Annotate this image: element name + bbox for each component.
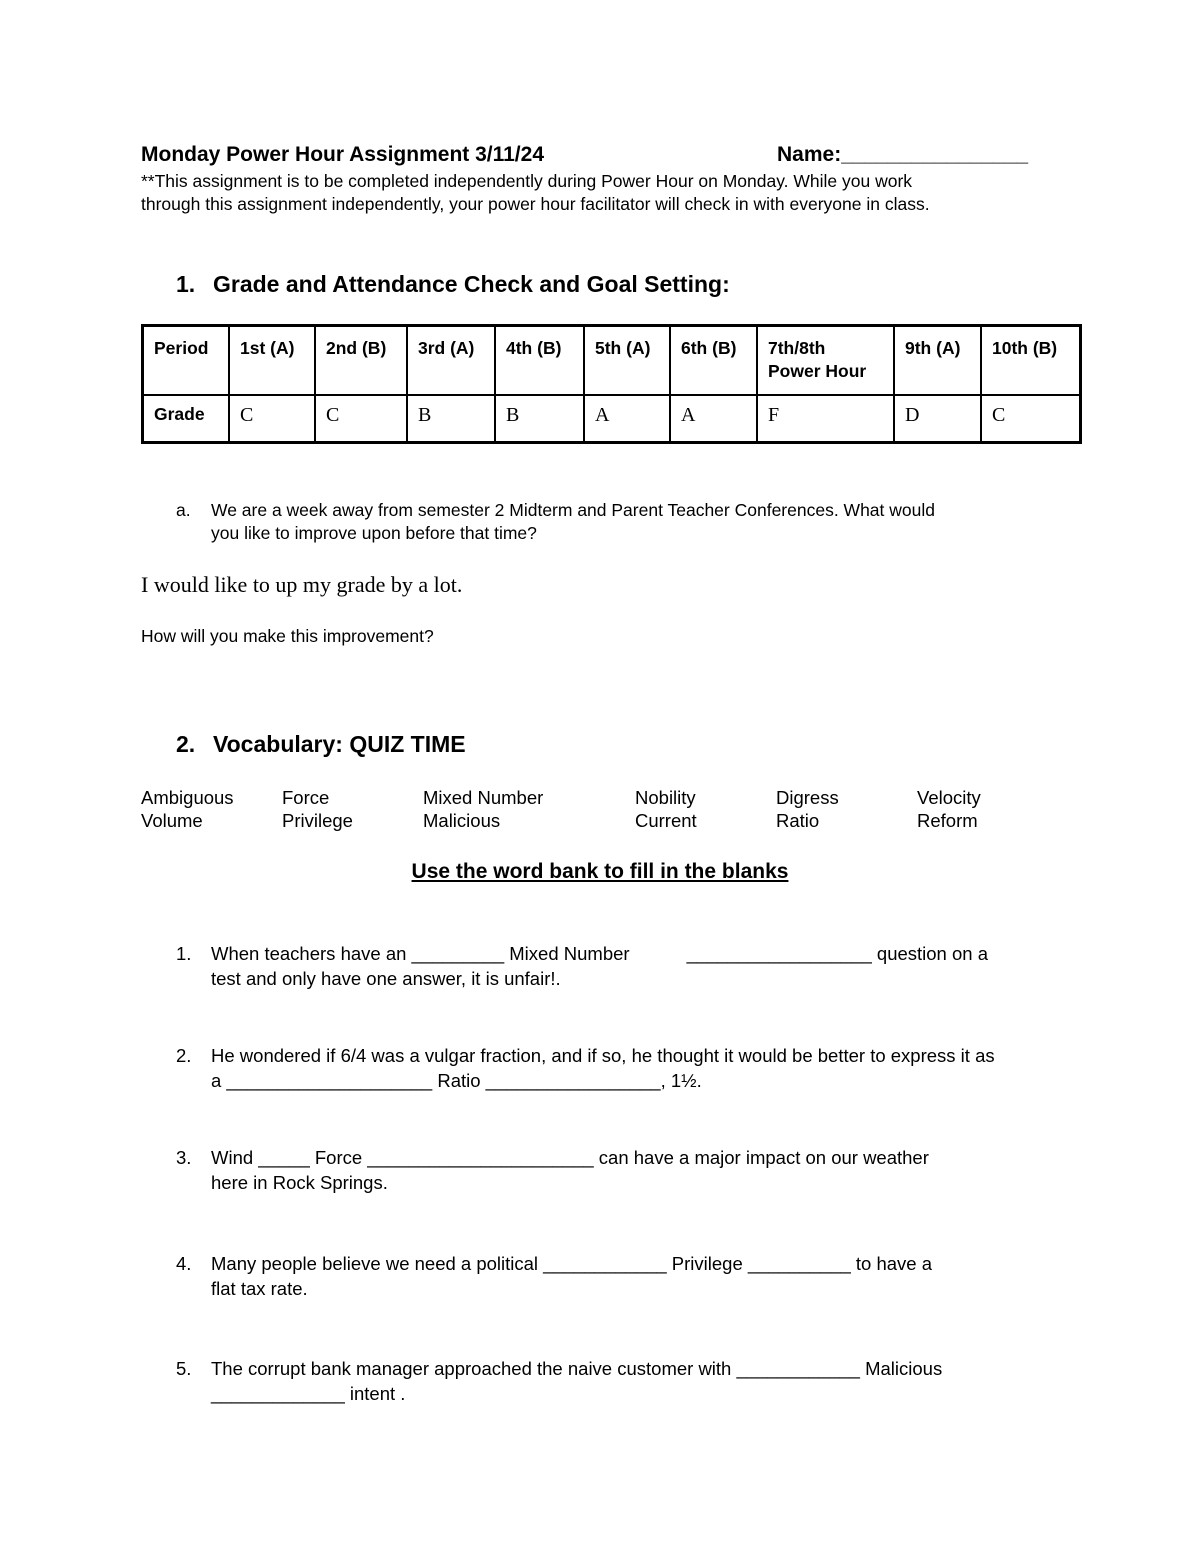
- period-cell: 5th (A): [584, 326, 670, 396]
- quiz-question: [176, 1146, 929, 1195]
- grade-table: [141, 324, 1082, 444]
- question-text: Wind _____ Force ______________________ can have a major impact on our weather: [211, 1147, 929, 1168]
- grade-cell[interactable]: C: [315, 395, 407, 443]
- word-bank-word: Velocity: [917, 787, 981, 808]
- word-bank-column: [917, 787, 981, 832]
- word-bank-column: [776, 787, 839, 832]
- question-a-marker: a.: [176, 500, 191, 520]
- grade-label-cell: Grade: [143, 395, 230, 443]
- question-text: __________________ question on a: [686, 943, 988, 964]
- period-cell: [757, 326, 894, 396]
- question-number: 3.: [176, 1147, 192, 1168]
- question-number: 5.: [176, 1358, 192, 1379]
- word-bank-word: Current: [635, 809, 697, 831]
- intro-text: [141, 170, 930, 215]
- how-question: How will you make this improvement?: [141, 626, 434, 646]
- period-cell: 3rd (A): [407, 326, 495, 396]
- question-number: 4.: [176, 1253, 192, 1274]
- goal-question: [176, 499, 935, 544]
- question-text: a ____________________ Ratio _________________, 1½.: [211, 1069, 702, 1091]
- section-2-number: 2.: [176, 731, 196, 757]
- intro-line-2: through this assignment independently, your power hour facilitator will check in with everyone in class.: [141, 193, 930, 214]
- name-field[interactable]: Name:________________: [777, 143, 1029, 166]
- instruction-text: Use the word bank to fill in the blanks: [411, 860, 789, 883]
- period-7-line-1: 7th/8th: [768, 338, 826, 358]
- word-bank-word: Digress: [776, 787, 839, 808]
- word-bank-word: Malicious: [423, 809, 501, 831]
- section-1-title: Grade and Attendance Check and Goal Setting:: [213, 271, 730, 297]
- question-text: here in Rock Springs.: [211, 1171, 388, 1193]
- grade-cell[interactable]: B: [495, 395, 584, 443]
- word-bank-word: Nobility: [635, 787, 696, 808]
- quiz-question: [176, 942, 988, 991]
- word-bank-word: Ambiguous: [141, 787, 234, 808]
- question-number: 2.: [176, 1045, 192, 1066]
- period-cell: 10th (B): [981, 326, 1081, 396]
- period-cell: 6th (B): [670, 326, 757, 396]
- word-bank-word: Mixed Number: [423, 787, 544, 808]
- word-bank-word: Volume: [141, 809, 203, 831]
- question-text: test and only have one answer, it is unfair!.: [211, 967, 561, 989]
- table-row-periods: [143, 326, 1081, 396]
- question-text: The corrupt bank manager approached the naive customer with ____________ Malicious: [211, 1358, 943, 1379]
- grade-cell[interactable]: A: [584, 395, 670, 443]
- period-cell: 4th (B): [495, 326, 584, 396]
- grade-cell[interactable]: C: [981, 395, 1081, 443]
- question-a-line-1: We are a week away from semester 2 Midterm and Parent Teacher Conferences. What would: [211, 500, 935, 520]
- period-cell: 9th (A): [894, 326, 981, 396]
- grade-cell[interactable]: C: [229, 395, 315, 443]
- word-bank-word: Ratio: [776, 809, 820, 831]
- word-bank-column: [423, 787, 543, 832]
- table-row-grades: [143, 395, 1081, 443]
- word-bank-column: [635, 787, 697, 832]
- question-text: flat tax rate.: [211, 1277, 308, 1299]
- word-bank-word: Privilege: [282, 809, 353, 831]
- question-text: _____________ intent .: [211, 1382, 406, 1404]
- section-1-heading: [176, 271, 730, 298]
- period-cell: 2nd (B): [315, 326, 407, 396]
- quiz-question: [176, 1252, 932, 1301]
- section-2-heading: [176, 731, 466, 758]
- question-text: When teachers have an _________ Mixed Number: [211, 943, 630, 964]
- question-number: 1.: [176, 943, 192, 964]
- word-bank-column: [282, 787, 353, 832]
- intro-line-1: **This assignment is to be completed independently during Power Hour on Monday. While you work: [141, 171, 913, 191]
- assignment-title: Monday Power Hour Assignment 3/11/24: [141, 143, 544, 166]
- grade-cell[interactable]: A: [670, 395, 757, 443]
- quiz-question: [176, 1044, 995, 1093]
- question-text: Many people believe we need a political ____________ Privilege __________ to have a: [211, 1253, 933, 1274]
- period-label-cell: Period: [143, 326, 230, 396]
- grade-cell[interactable]: B: [407, 395, 495, 443]
- question-a-line-2: you like to improve upon before that time?: [211, 522, 537, 543]
- period-7-line-2: Power Hour: [768, 361, 867, 381]
- period-cell: 1st (A): [229, 326, 315, 396]
- grade-cell[interactable]: D: [894, 395, 981, 443]
- word-bank-word: Reform: [917, 809, 978, 831]
- quiz-question: [176, 1357, 942, 1406]
- word-bank-word: Force: [282, 787, 330, 808]
- goal-answer[interactable]: I would like to up my grade by a lot.: [141, 572, 463, 597]
- word-bank-column: [141, 787, 234, 832]
- section-2-title: Vocabulary: QUIZ TIME: [213, 731, 466, 757]
- instruction-heading: [0, 860, 1200, 884]
- section-1-number: 1.: [176, 271, 196, 297]
- grade-cell[interactable]: F: [757, 395, 894, 443]
- question-text: He wondered if 6/4 was a vulgar fraction, and if so, he thought it would be better to express it as: [211, 1045, 995, 1066]
